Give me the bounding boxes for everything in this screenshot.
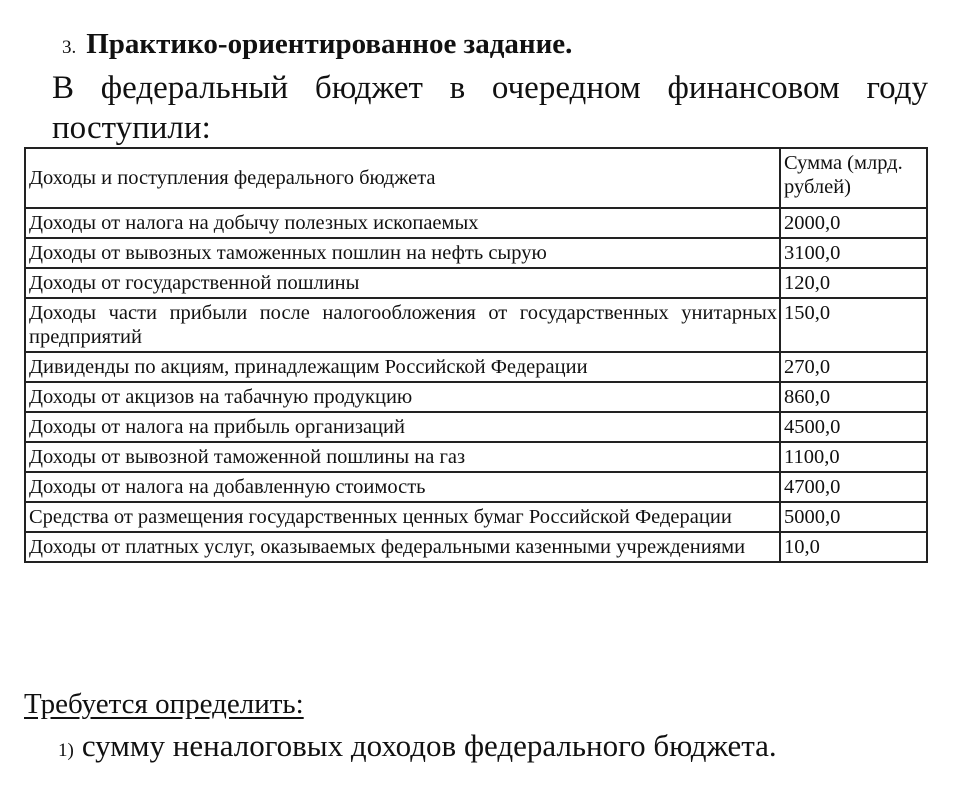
intro-line-1: В федеральный бюджет в очередном финансовом году (52, 70, 928, 106)
income-name: Доходы от вывозных таможенных пошлин на нефть сырую (25, 238, 780, 268)
income-name: Доходы от акцизов на табачную продукцию (25, 382, 780, 412)
table-row (25, 352, 927, 382)
income-name: Средства от размещения государственных ценных бумаг Российской Федерации (25, 502, 780, 532)
income-name: Доходы от вывозной таможенной пошлины на газ (25, 442, 780, 472)
income-sum: 4700,0 (780, 472, 927, 502)
income-sum: 1100,0 (780, 442, 927, 472)
income-name: Доходы от налога на добычу полезных ископаемых (25, 208, 780, 238)
table-row (25, 532, 927, 562)
requirement-item-text: сумму неналоговых доходов федерального бюджета. (81, 728, 777, 763)
table-row (25, 268, 927, 298)
income-name: Доходы от государственной пошлины (25, 268, 780, 298)
income-name: Доходы от платных услуг, оказываемых федеральными казенными учреждениями (25, 532, 780, 562)
table-row (25, 442, 927, 472)
requirement-item (58, 728, 777, 764)
task-number: 3. (62, 37, 77, 58)
table-row (25, 382, 927, 412)
requirement-item-number: 1) (58, 740, 74, 761)
task-heading (62, 28, 572, 61)
budget-table (24, 147, 928, 563)
intro-line-2: поступили: (52, 110, 211, 146)
income-name: Дивиденды по акциям, принадлежащим Российской Федерации (25, 352, 780, 382)
income-sum: 2000,0 (780, 208, 927, 238)
table-row (25, 208, 927, 238)
income-sum: 120,0 (780, 268, 927, 298)
table-row (25, 298, 927, 352)
table-row (25, 502, 927, 532)
header-sum: Сумма (млрд. рублей) (780, 148, 927, 208)
requirement-heading: Требуется определить: (24, 688, 304, 720)
intro-paragraph (52, 68, 928, 148)
table-row (25, 238, 927, 268)
income-sum: 10,0 (780, 532, 927, 562)
task-title: Практико-ориентированное задание. (86, 28, 573, 60)
income-name: Доходы части прибыли после налогообложения от государственных унитарных предприятий (25, 298, 780, 352)
income-sum: 3100,0 (780, 238, 927, 268)
table-row (25, 472, 927, 502)
income-name: Доходы от налога на прибыль организаций (25, 412, 780, 442)
income-sum: 150,0 (780, 298, 927, 352)
income-name: Доходы от налога на добавленную стоимость (25, 472, 780, 502)
table-row (25, 412, 927, 442)
income-sum: 5000,0 (780, 502, 927, 532)
income-sum: 860,0 (780, 382, 927, 412)
header-income-name: Доходы и поступления федерального бюджета (25, 148, 780, 208)
income-sum: 4500,0 (780, 412, 927, 442)
table-header-row (25, 148, 927, 208)
income-sum: 270,0 (780, 352, 927, 382)
